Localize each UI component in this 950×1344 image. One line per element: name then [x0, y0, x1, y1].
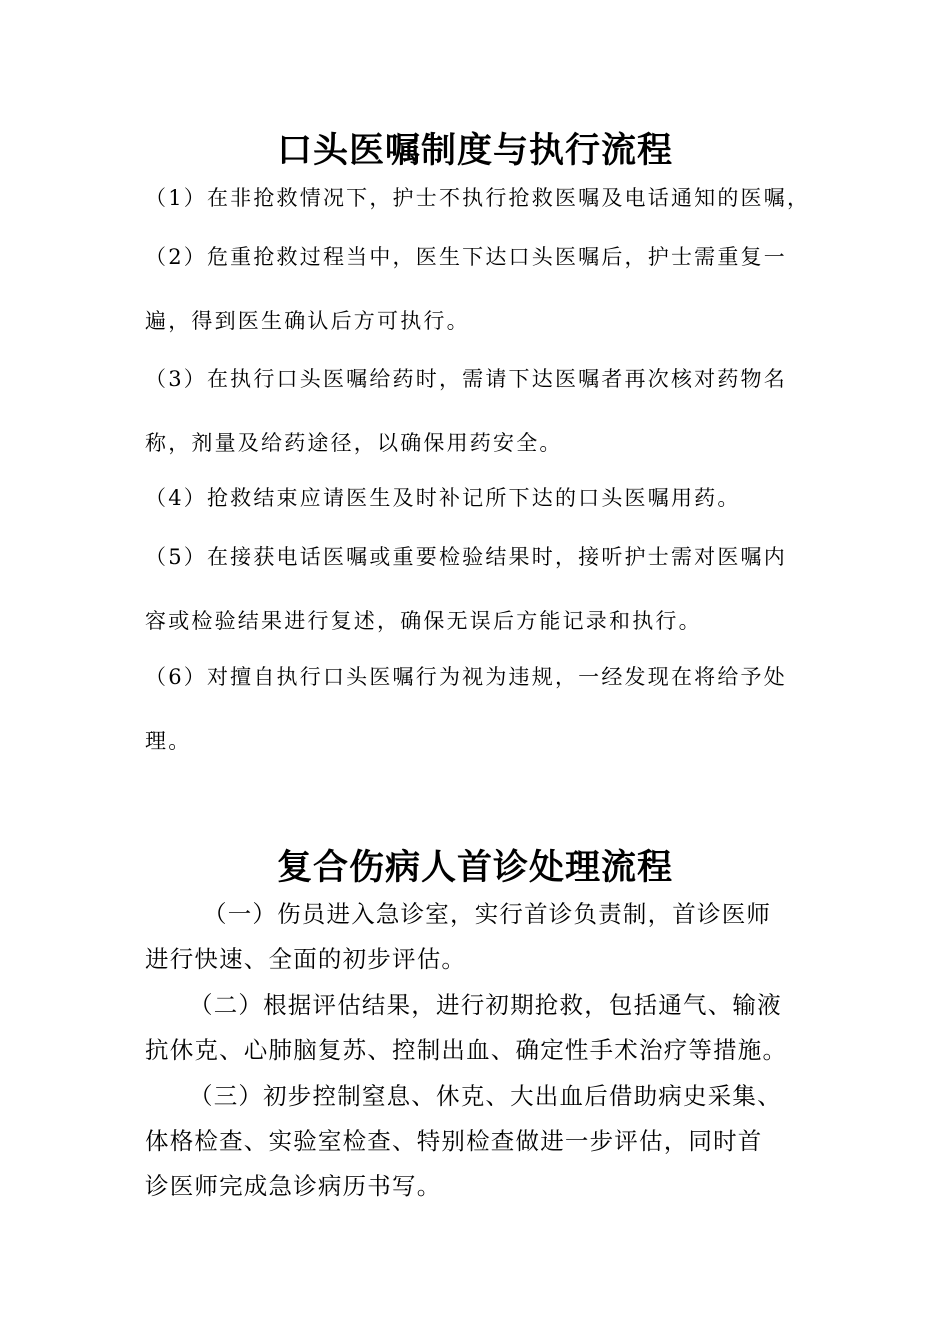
paragraph-3: [145, 347, 825, 475]
paragraph-line: 诊医师完成急诊病历书写。: [145, 1172, 442, 1200]
paragraph-line: 抗休克、心肺脑复苏、控制出血、确定性手术治疗等措施。: [145, 1036, 788, 1064]
paragraph-line: （三）初步控制窒息、休克、大出血后借助病史采集、: [189, 1082, 782, 1110]
paragraph-6: [145, 645, 825, 773]
paragraph-line: （1）在非抢救情况下，护士不执行抢救医嘱及电话通知的医嘱，: [145, 186, 811, 210]
paragraph-line: 体格检查、实验室检查、特别检查做进一步评估，同时首: [145, 1127, 763, 1155]
paragraph-line: （6）对擅自执行口头医嘱行为视为违规，一经发现在将给予处: [145, 665, 787, 689]
paragraph-4: [145, 466, 825, 530]
paragraph-line: （一）伤员进入急诊室，实行首诊负责制，首诊医师: [203, 900, 772, 928]
paragraph-line: （二）根据评估结果，进行初期抢救，包括通气、输液: [189, 991, 782, 1019]
paragraph-line: （5）在接获电话医嘱或重要检验结果时，接听护士需对医嘱内: [145, 545, 787, 569]
paragraph-line: （4）抢救结束应请医生及时补记所下达的口头医嘱用药。: [145, 486, 741, 510]
paragraph-line: 进行快速、全面的初步评估。: [145, 945, 467, 973]
paragraph-line: 容或检验结果进行复述，确保无误后方能记录和执行。: [145, 609, 702, 633]
paragraph-2: [145, 225, 825, 353]
section-1-title: 口头医嘱制度与执行流程: [276, 131, 673, 171]
paragraph-9: [145, 1074, 825, 1209]
paragraph-line: 遍，得到医生确认后方可执行。: [145, 309, 470, 333]
paragraph-line: 称，剂量及给药途径，以确保用药安全。: [145, 431, 563, 455]
paragraph-8: [145, 983, 825, 1073]
paragraph-line: 理。: [145, 729, 192, 753]
paragraph-line: （3）在执行口头医嘱给药时，需请下达医嘱者再次核对药物名: [145, 367, 787, 391]
paragraph-1: [145, 166, 825, 230]
paragraph-5: [145, 525, 825, 653]
paragraph-line: （2）危重抢救过程当中，医生下达口头医嘱后，护士需重复一: [145, 245, 787, 269]
paragraph-7: [145, 892, 825, 982]
section-2-title: 复合伤病人首诊处理流程: [276, 848, 673, 888]
